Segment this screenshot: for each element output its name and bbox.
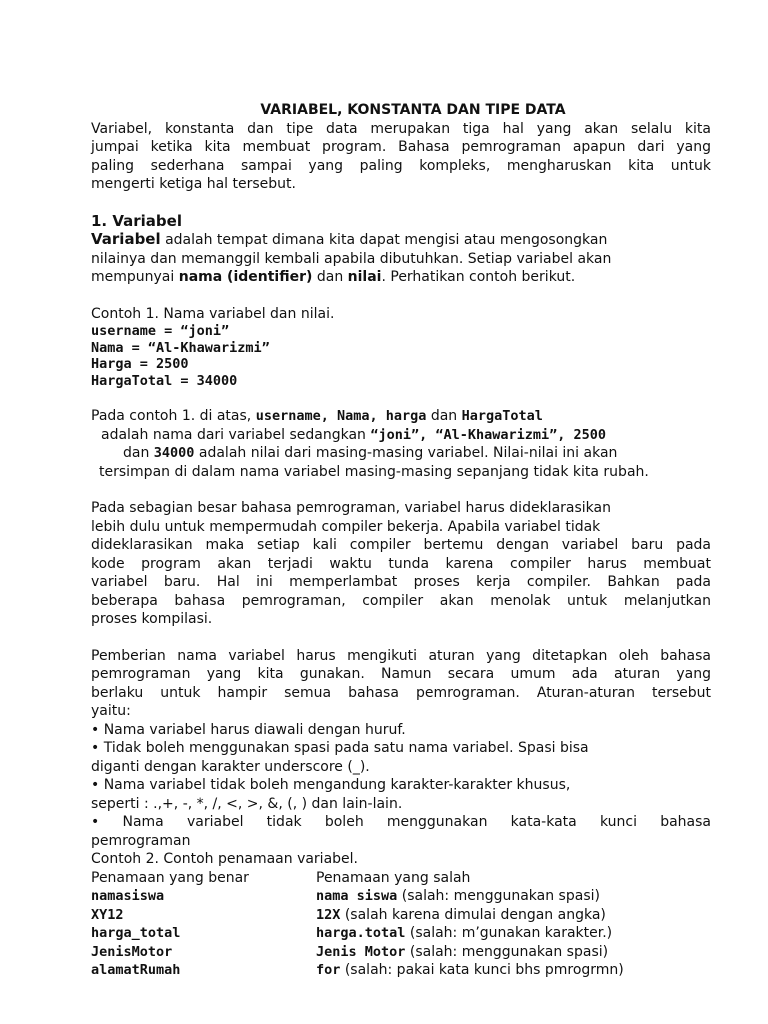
definition-line: mempunyai nama (identifier) dan nilai. Perhatikan contoh berikut.: [91, 269, 576, 285]
definition-line: nilainya dan memanggil kembali apabila dibutuhkan. Setiap variabel akan: [91, 250, 612, 267]
rule-item: • Nama variabel harus diawali dengan huruf.: [91, 721, 406, 738]
explain-line: Pada contoh 1. di atas, username, Nama, harga dan HargaTotal: [91, 408, 543, 424]
rule-item: pemrograman: [91, 832, 191, 849]
explain-line: dan 34000 adalah nilai dari masing-masing variabel. Nilai-nilai ini akan: [123, 445, 618, 461]
example2-caption: Contoh 2. Contoh penamaan variabel.: [91, 851, 358, 867]
explain-line: tersimpan di dalam nama variabel masing-masing sepanjang tidak kita rubah.: [99, 463, 649, 480]
table-header-row: [91, 869, 711, 888]
naming-examples-table: [91, 869, 711, 980]
code-line: Harga = 2500: [91, 356, 189, 372]
code-line: Nama = “Al-Khawarizmi”: [91, 339, 270, 356]
table-row: harga_total harga.total (salah: m’gunakan karakter.): [91, 925, 613, 941]
table-row: namasiswa nama siswa (salah: menggunakan spasi): [91, 888, 600, 904]
document-body: [91, 101, 711, 980]
section-heading: 1. Variabel: [91, 211, 182, 230]
table-row: JenisMotor Jenis Motor (salah: menggunakan spasi): [91, 943, 609, 960]
rule-item: diganti dengan karakter underscore (_).: [91, 758, 370, 775]
document-title: VARIABEL, KONSTANTA DAN TIPE DATA: [260, 102, 566, 118]
compiler-paragraph: Pada sebagian besar bahasa pemrograman, variabel harus dideklarasikan lebih dulu untuk mempermudah compiler bekerja. Apabila variabel tidak dideklarasikan maka setiap kali compiler bertemu dengan variabel baru pada kode program akan terjadi waktu tunda karena compiler harus membuat variabel baru. Hal ini memperlambat proses kerja compiler. Bahkan pada beberapa bahasa pemrograman, compiler akan menolak untuk melanjutkan proses kompilasi.: [91, 500, 711, 627]
value-term: nilai: [347, 269, 382, 285]
code-line: username = “joni”: [91, 323, 230, 339]
rule-item: • Nama variabel tidak boleh mengandung karakter-karakter khusus,: [91, 777, 571, 793]
example1-caption: Contoh 1. Nama variabel dan nilai.: [91, 305, 335, 322]
intro-line: mengerti ketiga hal tersebut.: [91, 176, 296, 192]
identifier-term: nama (identifier): [178, 269, 313, 285]
intro-paragraph: [91, 120, 711, 194]
rules-list: [91, 721, 711, 851]
intro-line: Variabel, konstanta dan tipe data merupakan tiga hal yang akan selalu kita: [91, 120, 711, 137]
intro-line: jumpai ketika kita membuat program. Bahasa pemrograman apapun dari yang: [91, 139, 711, 155]
table-row: alamatRumah for (salah: pakai kata kunci bhs pmrogrmn): [91, 962, 624, 978]
table-row: XY12 12X (salah karena dimulai dengan angka): [91, 906, 606, 923]
definition-term: Variabel: [91, 230, 161, 248]
header-correct: Penamaan yang benar: [91, 869, 249, 886]
definition-line: Variabel adalah tempat dimana kita dapat mengisi atau mengosongkan: [91, 230, 608, 248]
naming-rules-paragraph: Pemberian nama variabel harus mengikuti aturan yang ditetapkan oleh bahasa pemrograman yang kita gunakan. Namun secara umum ada aturan yang berlaku untuk hampir semua bahasa pemrograman. Aturan-aturan tersebut yaitu:: [91, 647, 711, 719]
explain-line: adalah nama dari variabel sedangkan “joni”, “Al-Khawarizmi”, 2500: [101, 426, 607, 443]
intro-line: paling sederhana sampai yang paling kompleks, mengharuskan kita untuk: [91, 157, 711, 174]
rule-item: • Nama variabel tidak boleh menggunakan kata-kata kunci bahasa: [91, 814, 711, 830]
rule-item: seperti : .,+, -, *, /, <, >, &, (, ) dan lain-lain.: [91, 795, 403, 812]
rule-item: • Tidak boleh menggunakan spasi pada satu nama variabel. Spasi bisa: [91, 740, 589, 756]
code-line: HargaTotal = 34000: [91, 372, 238, 389]
header-wrong: Penamaan yang salah: [316, 869, 471, 886]
